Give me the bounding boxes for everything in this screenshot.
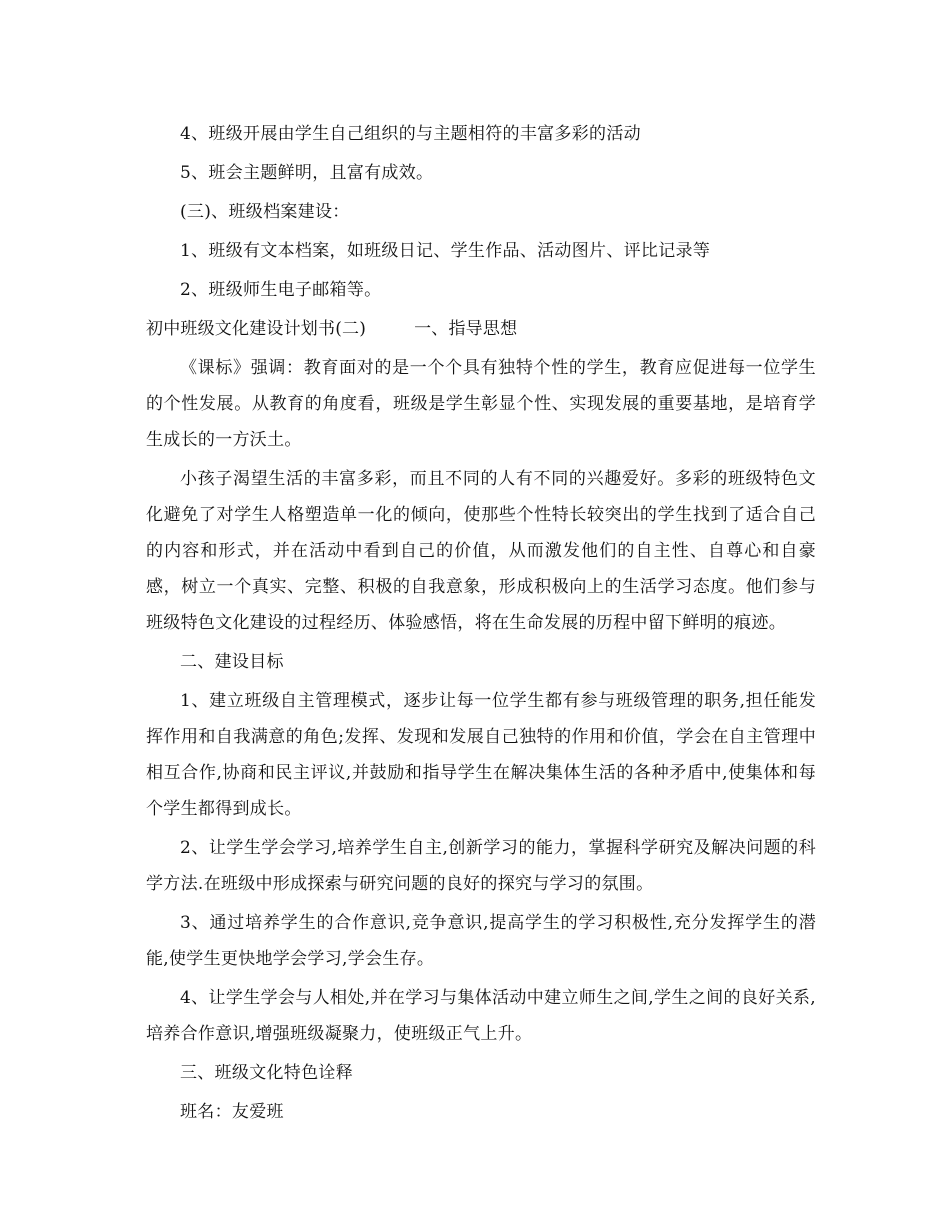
paragraph: 4、让学生学会与人相处,并在学习与集体活动中建立师生之间,学生之间的良好关系,培养合作意识,增强班级凝聚力，使班级正气上升。: [146, 988, 816, 1044]
document-title-line: [146, 311, 816, 347]
list-item: 5、班会主题鲜明，且富有成效。: [180, 163, 434, 183]
paragraph: 3、通过培养学生的合作意识,竞争意识,提高学生的学习积极性,充分发挥学生的潜能,使学生更快地学会学习,学会生存。: [146, 913, 816, 969]
paragraph: 小孩子渴望生活的丰富多彩，而且不同的人有不同的兴趣爱好。多彩的班级特色文化避免了对学生人格塑造单一化的倾向，使那些个性特长较突出的学生找到了适合自己的内容和形式，并在活动中看到自己的价值，从而激发他们的自主性、自尊心和自豪感，树立一个真实、完整、积极的自我意象，形成积极向上的生活学习态度。他们参与班级特色文化建设的过程经历、体验感悟，将在生命发展的历程中留下鲜明的痕迹。: [146, 469, 816, 633]
section-heading: 三、班级文化特色诠释: [180, 1063, 353, 1083]
list-item: 4、班级开展由学生自己组织的与主题相符的丰富多彩的活动: [180, 124, 641, 144]
section-heading: 二、建设目标: [180, 652, 284, 672]
document-title: 初中班级文化建设计划书(二): [146, 319, 367, 339]
paragraph: 《课标》强调：教育面对的是一个个具有独特个性的学生，教育应促进每一位学生的个性发展。从教育的角度看，班级是学生彰显个性、实现发展的重要基地，是培育学生成长的一方沃土。: [146, 358, 816, 450]
paragraph: 2、让学生学会学习,培养学生自主,创新学习的能力，掌握科学研究及解决问题的科学方法.在班级中形成探索与研究问题的良好的探究与学习的氛围。: [146, 838, 816, 894]
paragraph: 班名：友爱班: [180, 1102, 284, 1122]
list-item: 2、班级师生电子邮箱等。: [180, 280, 382, 300]
document-body: [146, 116, 816, 1133]
section-heading: 一、指导思想: [414, 319, 518, 339]
section-heading: (三)、班级档案建设：: [180, 202, 350, 222]
list-item: 1、班级有文本档案，如班级日记、学生作品、活动图片、评比记录等: [180, 241, 711, 261]
paragraph: 1、建立班级自主管理模式，逐步让每一位学生都有参与班级管理的职务,担任能发挥作用和自我满意的角色;发挥、发现和发展自己独特的作用和价值，学会在自主管理中相互合作,协商和民主评议,并鼓励和指导学生在解决集体生活的各种矛盾中,使集体和每个学生都得到成长。: [146, 691, 816, 819]
